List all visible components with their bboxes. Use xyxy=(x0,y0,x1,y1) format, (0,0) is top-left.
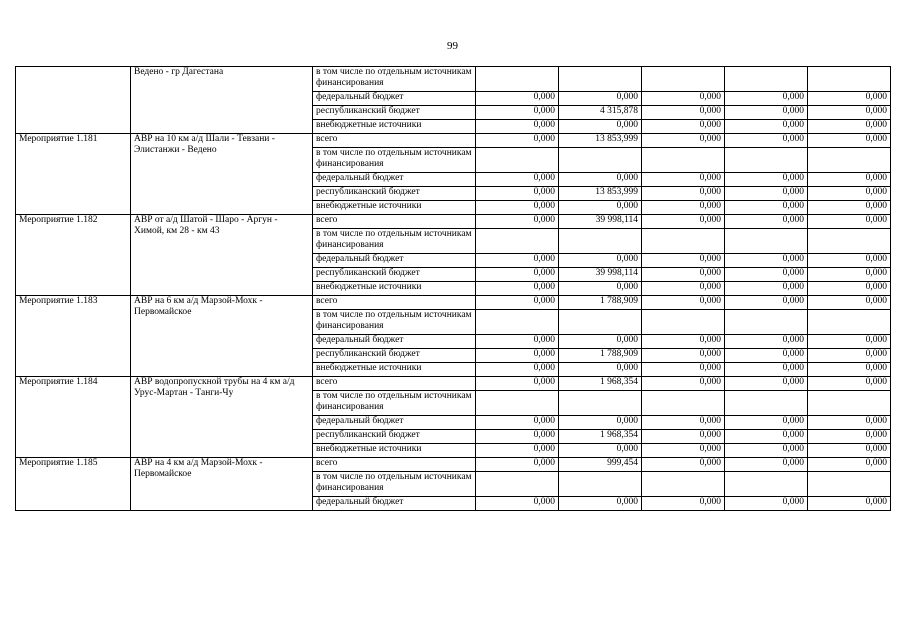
value-cell: 0,000 xyxy=(725,187,808,201)
value-cell: 0,000 xyxy=(642,268,725,282)
value-cell: 0,000 xyxy=(642,497,725,511)
value-cell: 0,000 xyxy=(476,416,559,430)
source-label-cell: в том числе по отдельным источникам финансирования xyxy=(313,229,476,254)
source-label-cell: федеральный бюджет xyxy=(313,497,476,511)
source-label-cell: федеральный бюджет xyxy=(313,335,476,349)
value-cell: 1 968,354 xyxy=(559,430,642,444)
value-cell xyxy=(476,148,559,173)
value-cell: 0,000 xyxy=(476,377,559,391)
source-label-cell: в том числе по отдельным источникам финансирования xyxy=(313,310,476,335)
value-cell xyxy=(476,472,559,497)
source-label-cell: в том числе по отдельным источникам финансирования xyxy=(313,391,476,416)
value-cell: 0,000 xyxy=(725,363,808,377)
source-label-cell: республиканский бюджет xyxy=(313,187,476,201)
value-cell: 0,000 xyxy=(725,173,808,187)
source-label-cell: внебюджетные источники xyxy=(313,282,476,296)
value-cell: 0,000 xyxy=(559,120,642,134)
value-cell: 0,000 xyxy=(476,458,559,472)
value-cell: 13 853,999 xyxy=(559,134,642,148)
value-cell: 0,000 xyxy=(808,106,891,120)
value-cell xyxy=(725,472,808,497)
value-cell: 0,000 xyxy=(808,377,891,391)
value-cell: 0,000 xyxy=(642,349,725,363)
value-cell: 0,000 xyxy=(476,282,559,296)
table-row xyxy=(16,458,891,472)
source-label-cell: федеральный бюджет xyxy=(313,173,476,187)
value-cell: 0,000 xyxy=(559,92,642,106)
value-cell: 0,000 xyxy=(808,120,891,134)
source-label-cell: федеральный бюджет xyxy=(313,254,476,268)
value-cell: 0,000 xyxy=(725,134,808,148)
value-cell: 0,000 xyxy=(808,458,891,472)
value-cell: 0,000 xyxy=(725,201,808,215)
value-cell: 0,000 xyxy=(808,430,891,444)
source-label-cell: внебюджетные источники xyxy=(313,444,476,458)
value-cell: 0,000 xyxy=(642,120,725,134)
value-cell: 0,000 xyxy=(808,254,891,268)
value-cell xyxy=(642,229,725,254)
source-label-cell: всего xyxy=(313,215,476,229)
value-cell xyxy=(559,472,642,497)
source-label-cell: внебюджетные источники xyxy=(313,201,476,215)
value-cell: 0,000 xyxy=(725,268,808,282)
value-cell: 0,000 xyxy=(808,92,891,106)
object-cell: АВР на 4 км а/д Марзой-Мохк - Первомайское xyxy=(131,458,313,511)
value-cell: 1 788,909 xyxy=(559,349,642,363)
value-cell: 0,000 xyxy=(476,92,559,106)
value-cell: 0,000 xyxy=(476,254,559,268)
value-cell: 39 998,114 xyxy=(559,215,642,229)
value-cell: 0,000 xyxy=(476,106,559,120)
value-cell: 999,454 xyxy=(559,458,642,472)
value-cell: 0,000 xyxy=(725,349,808,363)
value-cell: 0,000 xyxy=(725,497,808,511)
value-cell: 0,000 xyxy=(476,201,559,215)
value-cell: 0,000 xyxy=(725,106,808,120)
value-cell: 0,000 xyxy=(725,282,808,296)
value-cell: 0,000 xyxy=(725,92,808,106)
source-label-cell: федеральный бюджет xyxy=(313,416,476,430)
value-cell: 0,000 xyxy=(559,173,642,187)
value-cell: 0,000 xyxy=(808,134,891,148)
value-cell: 0,000 xyxy=(725,444,808,458)
value-cell: 0,000 xyxy=(559,444,642,458)
value-cell: 0,000 xyxy=(808,296,891,310)
value-cell: 0,000 xyxy=(642,282,725,296)
value-cell: 0,000 xyxy=(642,377,725,391)
table-row xyxy=(16,215,891,229)
event-cell: Мероприятие 1.184 xyxy=(16,377,131,458)
table-row xyxy=(16,296,891,310)
source-label-cell: всего xyxy=(313,377,476,391)
event-cell: Мероприятие 1.182 xyxy=(16,215,131,296)
value-cell: 0,000 xyxy=(559,363,642,377)
value-cell: 0,000 xyxy=(725,254,808,268)
source-label-cell: в том числе по отдельным источникам финансирования xyxy=(313,148,476,173)
value-cell: 0,000 xyxy=(476,215,559,229)
value-cell xyxy=(476,391,559,416)
budget-table-body xyxy=(16,67,891,511)
value-cell xyxy=(642,472,725,497)
object-cell: АВР водопропускной трубы на 4 км а/д Урус-Мартан - Танги-Чу xyxy=(131,377,313,458)
event-cell: Мероприятие 1.181 xyxy=(16,134,131,215)
object-cell: АВР на 10 км а/д Шали - Тевзани - Элистанжи - Ведено xyxy=(131,134,313,215)
value-cell: 0,000 xyxy=(476,444,559,458)
value-cell: 0,000 xyxy=(642,215,725,229)
value-cell: 1 788,909 xyxy=(559,296,642,310)
value-cell xyxy=(808,229,891,254)
table-row xyxy=(16,377,891,391)
value-cell xyxy=(559,391,642,416)
value-cell: 0,000 xyxy=(642,134,725,148)
value-cell: 0,000 xyxy=(725,296,808,310)
value-cell xyxy=(725,67,808,92)
value-cell: 0,000 xyxy=(476,497,559,511)
source-label-cell: федеральный бюджет xyxy=(313,92,476,106)
source-label-cell: республиканский бюджет xyxy=(313,430,476,444)
value-cell xyxy=(559,148,642,173)
value-cell xyxy=(476,310,559,335)
object-cell: АВР на 6 км а/д Марзой-Мохк - Первомайское xyxy=(131,296,313,377)
value-cell: 0,000 xyxy=(642,458,725,472)
value-cell: 0,000 xyxy=(808,187,891,201)
source-label-cell: всего xyxy=(313,458,476,472)
value-cell: 39 998,114 xyxy=(559,268,642,282)
value-cell: 0,000 xyxy=(642,254,725,268)
value-cell: 0,000 xyxy=(476,173,559,187)
value-cell: 0,000 xyxy=(808,268,891,282)
value-cell: 0,000 xyxy=(725,335,808,349)
value-cell: 0,000 xyxy=(808,173,891,187)
value-cell xyxy=(476,229,559,254)
value-cell: 0,000 xyxy=(476,296,559,310)
value-cell xyxy=(559,229,642,254)
value-cell: 0,000 xyxy=(642,363,725,377)
source-label-cell: республиканский бюджет xyxy=(313,268,476,282)
value-cell xyxy=(725,391,808,416)
value-cell xyxy=(559,310,642,335)
source-label-cell: внебюджетные источники xyxy=(313,120,476,134)
value-cell: 0,000 xyxy=(642,92,725,106)
value-cell: 0,000 xyxy=(642,173,725,187)
value-cell: 0,000 xyxy=(559,335,642,349)
source-label-cell: республиканский бюджет xyxy=(313,106,476,120)
event-cell xyxy=(16,67,131,134)
value-cell xyxy=(808,472,891,497)
value-cell: 0,000 xyxy=(725,416,808,430)
value-cell: 0,000 xyxy=(559,282,642,296)
value-cell xyxy=(725,310,808,335)
source-label-cell: республиканский бюджет xyxy=(313,349,476,363)
value-cell: 13 853,999 xyxy=(559,187,642,201)
value-cell xyxy=(808,148,891,173)
value-cell: 0,000 xyxy=(642,187,725,201)
value-cell: 0,000 xyxy=(476,134,559,148)
value-cell: 0,000 xyxy=(808,497,891,511)
value-cell: 0,000 xyxy=(476,187,559,201)
value-cell: 0,000 xyxy=(642,296,725,310)
value-cell: 0,000 xyxy=(476,349,559,363)
source-label-cell: всего xyxy=(313,296,476,310)
value-cell: 0,000 xyxy=(476,268,559,282)
budget-table xyxy=(15,66,891,511)
value-cell: 0,000 xyxy=(559,497,642,511)
source-label-cell: всего xyxy=(313,134,476,148)
page-number: 99 xyxy=(447,40,458,52)
value-cell: 0,000 xyxy=(476,335,559,349)
value-cell: 0,000 xyxy=(642,201,725,215)
value-cell: 0,000 xyxy=(642,335,725,349)
value-cell: 0,000 xyxy=(642,416,725,430)
value-cell: 0,000 xyxy=(559,416,642,430)
value-cell: 0,000 xyxy=(725,377,808,391)
value-cell xyxy=(559,67,642,92)
value-cell: 0,000 xyxy=(725,215,808,229)
source-label-cell: в том числе по отдельным источникам финансирования xyxy=(313,67,476,92)
value-cell xyxy=(642,391,725,416)
value-cell: 0,000 xyxy=(559,201,642,215)
value-cell: 0,000 xyxy=(559,254,642,268)
value-cell xyxy=(725,229,808,254)
source-label-cell: внебюджетные источники xyxy=(313,363,476,377)
value-cell: 0,000 xyxy=(476,120,559,134)
value-cell xyxy=(642,310,725,335)
value-cell: 0,000 xyxy=(808,416,891,430)
value-cell: 0,000 xyxy=(808,349,891,363)
value-cell: 0,000 xyxy=(642,430,725,444)
value-cell xyxy=(725,148,808,173)
value-cell xyxy=(642,148,725,173)
value-cell: 0,000 xyxy=(725,458,808,472)
value-cell: 0,000 xyxy=(808,282,891,296)
value-cell xyxy=(808,391,891,416)
value-cell: 4 315,878 xyxy=(559,106,642,120)
value-cell: 0,000 xyxy=(642,106,725,120)
event-cell: Мероприятие 1.183 xyxy=(16,296,131,377)
value-cell: 0,000 xyxy=(476,363,559,377)
value-cell xyxy=(476,67,559,92)
value-cell xyxy=(808,67,891,92)
value-cell: 0,000 xyxy=(808,363,891,377)
value-cell: 0,000 xyxy=(808,215,891,229)
value-cell: 0,000 xyxy=(808,444,891,458)
object-cell: АВР от а/д Шатой - Шаро - Аргун - Химой, км 28 - км 43 xyxy=(131,215,313,296)
page-bottom-margin xyxy=(0,572,905,640)
value-cell: 0,000 xyxy=(808,201,891,215)
event-cell: Мероприятие 1.185 xyxy=(16,458,131,511)
value-cell: 0,000 xyxy=(642,444,725,458)
value-cell: 1 968,354 xyxy=(559,377,642,391)
table-row xyxy=(16,134,891,148)
value-cell xyxy=(642,67,725,92)
value-cell: 0,000 xyxy=(725,430,808,444)
source-label-cell: в том числе по отдельным источникам финансирования xyxy=(313,472,476,497)
value-cell xyxy=(808,310,891,335)
value-cell: 0,000 xyxy=(808,335,891,349)
value-cell: 0,000 xyxy=(725,120,808,134)
object-cell: Ведено - гр Дагестана xyxy=(131,67,313,134)
table-row xyxy=(16,67,891,92)
value-cell: 0,000 xyxy=(476,430,559,444)
